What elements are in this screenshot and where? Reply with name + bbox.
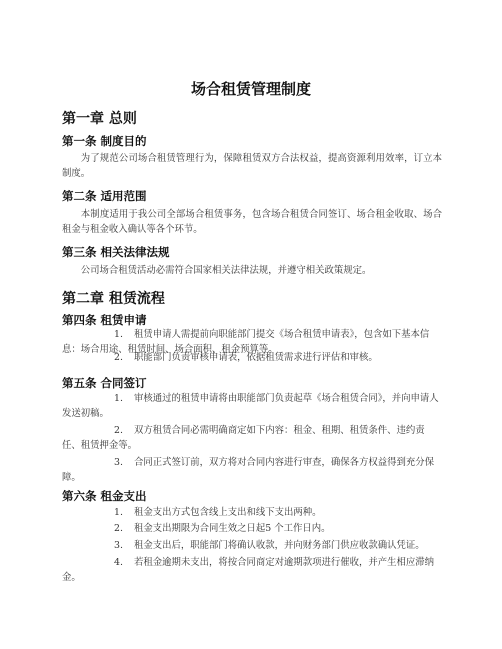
list-item-number: 1. xyxy=(114,393,123,404)
list-item-text: 租赁申请人需提前向职能部门提交《场合租赁申请表》，包含如下基本信息：场合用途、租赁时间、场合面积、租金预算等。 xyxy=(62,329,430,355)
list-item xyxy=(62,455,442,485)
list-item-text: 租金支出后，职能部门将确认收款，并向财务部门供应收款确认凭证。 xyxy=(134,540,425,551)
article-2-text: 本制度适用于我公司全部场合租赁事务，包含场合租赁合同签订、场合租金收取、场合租金与租金收入确认等各个环节。 xyxy=(62,209,442,235)
chapter-2-heading: 第二章 租赁流程 xyxy=(62,291,165,307)
list-item-text: 审核通过的租赁申请将由职能部门负责起草《场合租赁合同》，并向申请人发送初稿。 xyxy=(62,393,439,419)
list-item xyxy=(62,423,442,453)
article-4-heading: 第四条 租赁申请 xyxy=(62,313,147,327)
list-item-number: 4. xyxy=(114,557,123,568)
list-item xyxy=(62,350,442,365)
article-2-heading: 第二条 适用范围 xyxy=(62,189,147,203)
list-item-number: 2. xyxy=(114,352,123,363)
article-1-heading: 第一条 制度目的 xyxy=(62,134,147,148)
document-title: 场合租赁管理制度 xyxy=(190,80,311,98)
list-item xyxy=(62,555,442,585)
article-3-heading: 第三条 相关法律法规 xyxy=(62,245,170,259)
list-item xyxy=(62,538,442,553)
list-item xyxy=(62,521,442,536)
article-6-heading: 第六条 租金支出 xyxy=(62,489,147,503)
list-item-text: 若租金逾期未支出，将按合同商定对逾期款项进行催收，并产生相应滞纳金。 xyxy=(62,557,435,583)
chapter-1-heading: 第一章 总则 xyxy=(62,111,137,127)
article-3-text: 公司场合租赁活动必需符合国家相关法律法规，并遵守相关政策规定。 xyxy=(80,265,372,276)
list-item-text: 职能部门负责审核申请表，依据租赁需求进行评估和审核。 xyxy=(134,352,378,363)
list-item xyxy=(62,391,442,421)
list-item-text: 租金支出方式包含线上支出和线下支出两种。 xyxy=(134,507,322,518)
list-item-number: 1. xyxy=(114,329,123,340)
list-item-number: 2. xyxy=(114,523,123,534)
list-item-number: 1. xyxy=(114,507,123,518)
list-item-number: 3. xyxy=(114,457,123,468)
list-item-number: 2. xyxy=(114,425,123,436)
list-item xyxy=(62,505,442,520)
list-item-text: 双方租赁合同必需明确商定如下内容：租金、租期、租赁条件、违约责任、租赁押金等。 xyxy=(62,425,425,451)
article-1-text: 为了规范公司场合租赁管理行为，保障租赁双方合法权益，提高资源利用效率，订立本制度。 xyxy=(62,153,442,179)
list-item-text: 合同正式签订前，双方将对合同内容进行审查，确保各方权益得到充分保障。 xyxy=(62,457,435,483)
list-item-text: 租金支出期限为合同生效之日起5 个工作日内。 xyxy=(134,523,331,534)
article-5-heading: 第五条 合同签订 xyxy=(62,376,147,390)
list-item-number: 3. xyxy=(114,540,123,551)
